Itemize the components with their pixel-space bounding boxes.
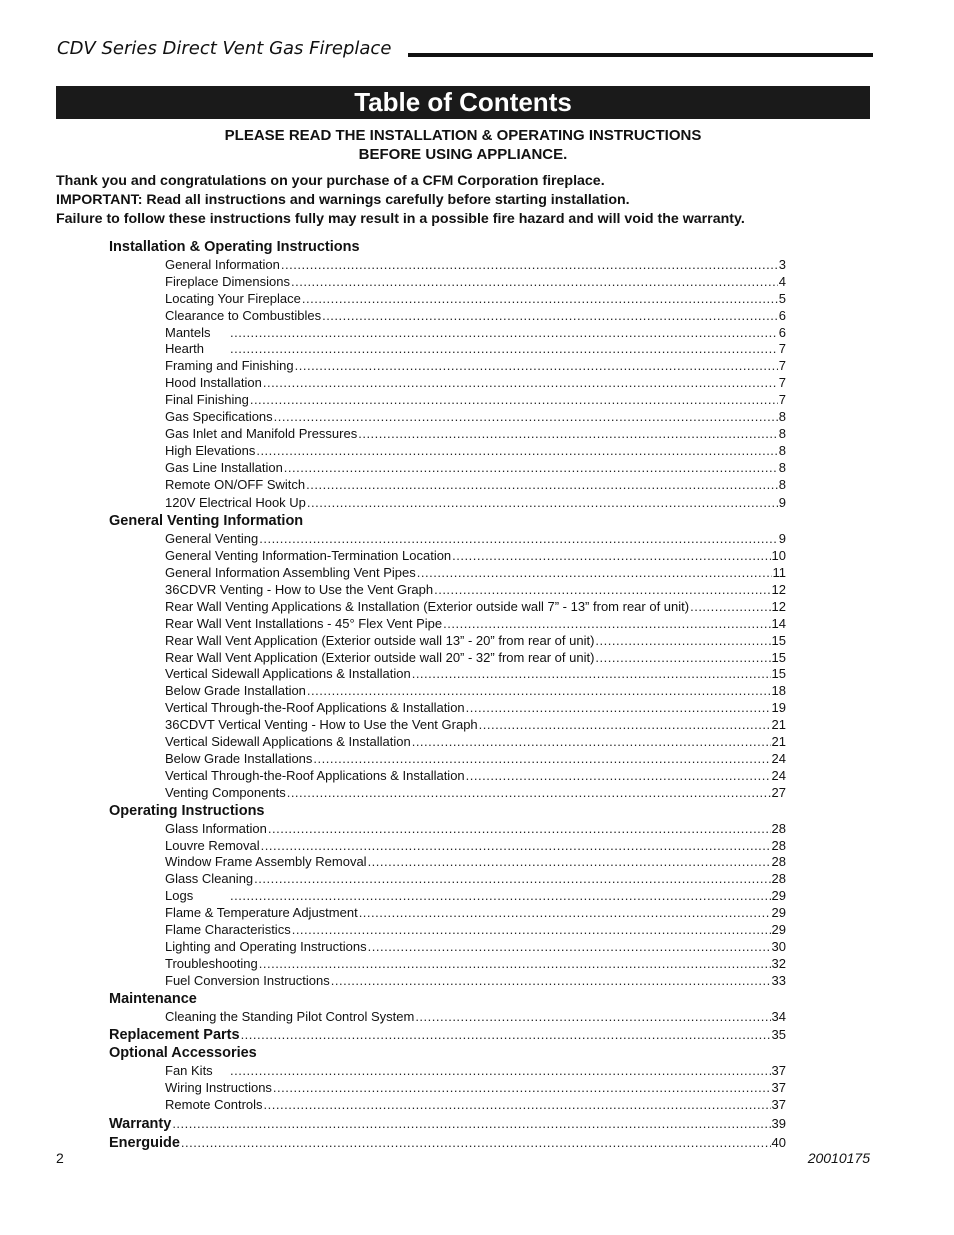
toc-entry[interactable] [109, 291, 786, 308]
toc-entry[interactable] [109, 683, 786, 700]
toc-entry[interactable] [109, 905, 786, 922]
toc-entry-page: 37 [771, 1063, 786, 1079]
toc-entry[interactable] [109, 973, 786, 990]
dot-leader [268, 821, 771, 838]
toc-section-page: 35 [771, 1027, 786, 1043]
toc-entry[interactable] [109, 871, 786, 888]
dot-leader [412, 666, 771, 683]
toc-entry[interactable] [109, 426, 786, 443]
dot-leader [417, 565, 772, 582]
toc-entry-label: Rear Wall Vent Application (Exterior outside wall 13” - 20” from rear of unit) [165, 632, 595, 648]
toc-entry-page: 8 [778, 409, 786, 425]
toc-entry-label: Remote ON/OFF Switch [165, 476, 306, 492]
toc-section-page: 39 [771, 1116, 786, 1132]
read-instructions-notice [56, 126, 870, 164]
toc-entry-page: 24 [771, 767, 786, 783]
toc-entry-label: 36CDVR Venting - How to Use the Vent Graph [165, 582, 434, 598]
toc-entry-page: 12 [771, 582, 786, 598]
notice-line-1: PLEASE READ THE INSTALLATION & OPERATING INSTRUCTIONS [224, 127, 702, 144]
dot-leader [274, 409, 778, 426]
toc-entry[interactable] [109, 495, 786, 512]
toc-entry[interactable] [109, 341, 786, 358]
document-title: CDV Series Direct Vent Gas Fireplace [57, 38, 392, 59]
toc-entry-page: 7 [778, 341, 786, 357]
toc-entry-page: 37 [771, 1080, 786, 1096]
toc-entry-label: Fan Kits [165, 1063, 213, 1079]
toc-entry[interactable] [109, 548, 786, 565]
toc-section-title: Maintenance [109, 990, 197, 1007]
toc-entry-label: Wiring Instructions [165, 1080, 272, 1096]
toc-entry[interactable] [109, 666, 786, 683]
toc-section-installation[interactable] [109, 238, 786, 257]
toc-entry-label: Troubleshooting [165, 955, 258, 971]
toc-entry-label: Rear Wall Venting Applications & Installation (Exterior outside wall 7” - 13” from rear of unit) [165, 598, 690, 614]
dot-leader [479, 717, 771, 734]
toc-entry-page: 30 [771, 938, 786, 954]
toc-entry-page: 6 [778, 307, 786, 323]
toc-entry-label: Venting Components [165, 784, 286, 800]
toc-entry-label: Rear Wall Vent Installations - 45° Flex Vent Pipe [165, 615, 443, 631]
dot-leader [172, 1114, 770, 1133]
toc-entry-label: Flame Characteristics [165, 921, 291, 937]
dot-leader [331, 973, 771, 990]
toc-section-optional-accessories[interactable] [109, 1044, 786, 1063]
toc-section-title: Installation & Operating Instructions [109, 239, 360, 255]
toc-section-maintenance[interactable] [109, 990, 786, 1009]
toc-section-energuide[interactable] [109, 1133, 786, 1152]
toc-banner: Table of Contents [56, 86, 870, 119]
dot-leader [307, 683, 771, 700]
toc-entry-page: 9 [778, 495, 786, 511]
toc-entry-page: 8 [778, 459, 786, 475]
toc-entry-label: Louvre Removal [165, 837, 260, 853]
toc-entry-page: 29 [771, 921, 786, 937]
toc-entry-page: 18 [771, 683, 786, 699]
document-number: 20010175 [807, 1150, 870, 1166]
toc-entry-label: 36CDVT Vertical Venting - How to Use the Vent Graph [165, 717, 478, 733]
toc-entry-label: Hood Installation [165, 375, 262, 391]
toc-entry-label: Below Grade Installations [165, 750, 313, 766]
dot-leader [306, 477, 778, 494]
toc-entry[interactable] [109, 460, 786, 477]
dot-leader [250, 392, 778, 409]
toc-entry-page: 11 [772, 565, 786, 581]
dot-leader [368, 939, 771, 956]
dot-leader [307, 495, 778, 512]
toc-entry[interactable] [109, 1097, 786, 1114]
dot-leader [230, 888, 771, 905]
dot-leader [295, 358, 778, 375]
toc-entry[interactable] [109, 257, 786, 274]
dot-leader [452, 548, 770, 565]
toc-entry-label: Flame & Temperature Adjustment [165, 905, 358, 921]
toc-entry-label: Vertical Sidewall Applications & Installation [165, 666, 411, 682]
toc-entry-page: 7 [778, 358, 786, 374]
toc-entry-page: 3 [778, 257, 786, 272]
toc-entry-page: 5 [778, 290, 786, 306]
toc-section-venting[interactable] [109, 512, 786, 531]
toc-entry[interactable] [109, 751, 786, 768]
toc-entry-page: 12 [771, 598, 786, 614]
toc-entry-page: 29 [771, 888, 786, 904]
toc-entry[interactable] [109, 274, 786, 291]
toc-entry[interactable] [109, 633, 786, 650]
toc-entry-label: Rear Wall Vent Application (Exterior outside wall 20” - 32” from rear of unit) [165, 649, 595, 665]
dot-leader [302, 291, 778, 308]
toc-section-operating[interactable] [109, 802, 786, 821]
notice-line-2: BEFORE USING APPLIANCE. [358, 146, 568, 163]
toc-entry[interactable] [109, 854, 786, 871]
toc-entry[interactable] [109, 1063, 786, 1080]
toc-entry-page: 28 [771, 854, 786, 870]
dot-leader [259, 956, 771, 973]
toc-entry[interactable] [109, 392, 786, 409]
toc-entry-label: Logs [165, 888, 194, 904]
toc-section-title: Replacement Parts [109, 1027, 240, 1044]
toc-entry-label: Final Finishing [165, 392, 249, 408]
toc-entry-label: Gas Line Installation [165, 459, 283, 475]
toc-entry[interactable] [109, 956, 786, 973]
dot-leader [595, 650, 770, 667]
toc-entry-page: 21 [771, 734, 786, 750]
toc-entry-label: Clearance to Combustibles [165, 307, 322, 323]
toc-section-warranty[interactable] [109, 1114, 786, 1133]
dot-leader [291, 274, 778, 291]
toc-entry-label: Fuel Conversion Instructions [165, 972, 330, 988]
dot-leader [256, 443, 777, 460]
toc-entry[interactable] [109, 734, 786, 751]
toc-entry[interactable] [109, 1009, 786, 1026]
dot-leader [230, 341, 778, 358]
toc-entry-label: Framing and Finishing [165, 358, 294, 374]
toc-entry-page: 8 [778, 425, 786, 441]
dot-leader [466, 700, 771, 717]
toc-entry-page: 7 [778, 375, 786, 391]
dot-leader [415, 1009, 770, 1026]
intro-paragraph [56, 172, 870, 229]
toc-entry[interactable] [109, 939, 786, 956]
toc-entry-label: Locating Your Fireplace [165, 290, 301, 306]
toc-entry-page: 14 [771, 615, 786, 631]
toc-entry-page: 9 [778, 531, 786, 547]
toc-entry-label: Below Grade Installation [165, 683, 306, 699]
dot-leader [313, 751, 770, 768]
toc-entry[interactable] [109, 565, 786, 582]
toc-entry-label: Hearth [165, 341, 205, 357]
toc-section-replacement-parts[interactable] [109, 1025, 786, 1044]
toc-entry[interactable] [109, 838, 786, 855]
table-of-contents [109, 238, 786, 1152]
dot-leader [181, 1133, 771, 1152]
toc-section-title: Energuide [109, 1135, 180, 1152]
toc-section-page: 40 [771, 1135, 786, 1151]
toc-entry[interactable] [109, 325, 786, 342]
toc-entry-label: Lighting and Operating Instructions [165, 938, 367, 954]
toc-entry-page: 33 [771, 972, 786, 988]
toc-entry[interactable] [109, 922, 786, 939]
toc-entry-page: 27 [771, 784, 786, 800]
toc-entry-page: 4 [778, 273, 786, 289]
toc-entry-page: 15 [771, 666, 786, 682]
dot-leader [292, 922, 771, 939]
toc-entry[interactable] [109, 1080, 786, 1097]
toc-entry[interactable] [109, 717, 786, 734]
dot-leader [241, 1025, 771, 1044]
toc-entry-page: 28 [771, 837, 786, 853]
toc-entry-label: Gas Specifications [165, 409, 273, 425]
dot-leader [261, 838, 771, 855]
toc-entry-label: General Venting Information-Termination Location [165, 548, 452, 564]
intro-line-1: Thank you and congratulations on your purchase of a CFM Corporation fireplace. [56, 173, 605, 189]
toc-entry[interactable] [109, 821, 786, 838]
toc-entry-label: Vertical Through-the-Roof Applications & Installation [165, 767, 465, 783]
toc-entry[interactable] [109, 700, 786, 717]
toc-section-title: General Venting Information [109, 513, 304, 530]
toc-entry-page: 6 [778, 324, 786, 340]
dot-leader [287, 785, 771, 802]
toc-entry-page: 21 [771, 717, 786, 733]
toc-entry[interactable] [109, 358, 786, 375]
toc-section-title: Operating Instructions [109, 802, 265, 819]
toc-entry-label: Gas Inlet and Manifold Pressures [165, 425, 358, 441]
toc-entry[interactable] [109, 409, 786, 426]
toc-entry-label: Mantels [165, 324, 211, 340]
dot-leader [443, 616, 770, 633]
dot-leader [434, 582, 770, 599]
toc-entry-label: 120V Electrical Hook Up [165, 495, 306, 511]
toc-entry-page: 28 [771, 820, 786, 836]
dot-leader [412, 734, 771, 751]
toc-entry[interactable] [109, 785, 786, 802]
toc-entry[interactable] [109, 582, 786, 599]
dot-leader [322, 308, 778, 325]
toc-entry-label: General Information [165, 257, 280, 272]
toc-entry-page: 34 [771, 1008, 786, 1024]
toc-entry-page: 37 [771, 1097, 786, 1113]
toc-entry[interactable] [109, 599, 786, 616]
toc-entry[interactable] [109, 650, 786, 667]
toc-entry[interactable] [109, 375, 786, 392]
toc-entry[interactable] [109, 477, 786, 494]
dot-leader [254, 871, 770, 888]
toc-entry-page: 19 [771, 700, 786, 716]
dot-leader [284, 460, 778, 477]
dot-leader [259, 531, 778, 548]
toc-entry[interactable] [109, 888, 786, 905]
dot-leader [230, 325, 778, 342]
dot-leader [264, 1097, 771, 1114]
toc-entry-page: 8 [778, 476, 786, 492]
dot-leader [466, 768, 771, 785]
toc-entry[interactable] [109, 768, 786, 785]
toc-entry-page: 15 [771, 649, 786, 665]
toc-entry-label: Glass Cleaning [165, 871, 254, 887]
toc-entry-label: Vertical Through-the-Roof Applications & Installation [165, 700, 465, 716]
intro-line-3: Failure to follow these instructions fully may result in a possible fire hazard and will void the warranty. [56, 211, 745, 227]
toc-entry-page: 8 [778, 442, 786, 458]
toc-entry-label: Remote Controls [165, 1097, 263, 1113]
toc-entry[interactable] [109, 443, 786, 460]
toc-section-title: Optional Accessories [109, 1045, 257, 1062]
toc-entry-page: 15 [771, 632, 786, 648]
toc-entry-label: General Information Assembling Vent Pipes [165, 565, 416, 581]
toc-entry-page: 32 [771, 955, 786, 971]
toc-entry-page: 28 [771, 871, 786, 887]
dot-leader [368, 854, 771, 871]
toc-entry-label: High Elevations [165, 442, 256, 458]
toc-entry-page: 10 [771, 548, 786, 564]
toc-entry[interactable] [109, 616, 786, 633]
toc-entry-page: 7 [778, 392, 786, 408]
dot-leader [359, 905, 771, 922]
dot-leader [263, 375, 778, 392]
dot-leader [690, 599, 770, 616]
dot-leader [230, 1063, 771, 1080]
toc-entry[interactable] [109, 531, 786, 548]
page-number: 2 [56, 1150, 64, 1166]
toc-entry-label: Glass Information [165, 820, 267, 836]
toc-entry-label: General Venting [165, 531, 259, 547]
toc-entry-page: 29 [771, 905, 786, 921]
toc-entry-page: 24 [771, 750, 786, 766]
toc-entry-label: Cleaning the Standing Pilot Control System [165, 1008, 415, 1024]
toc-entry-label: Window Frame Assembly Removal [165, 854, 367, 870]
intro-line-2: IMPORTANT: Read all instructions and warnings carefully before starting installation. [56, 192, 630, 208]
toc-entry-label: Fireplace Dimensions [165, 273, 290, 289]
dot-leader [595, 633, 770, 650]
toc-section-title: Warranty [109, 1116, 172, 1133]
dot-leader [281, 257, 778, 274]
toc-entry-label: Vertical Sidewall Applications & Installation [165, 734, 411, 750]
dot-leader [358, 426, 778, 443]
toc-entry[interactable] [109, 308, 786, 325]
header-rule [408, 53, 873, 57]
dot-leader [273, 1080, 771, 1097]
